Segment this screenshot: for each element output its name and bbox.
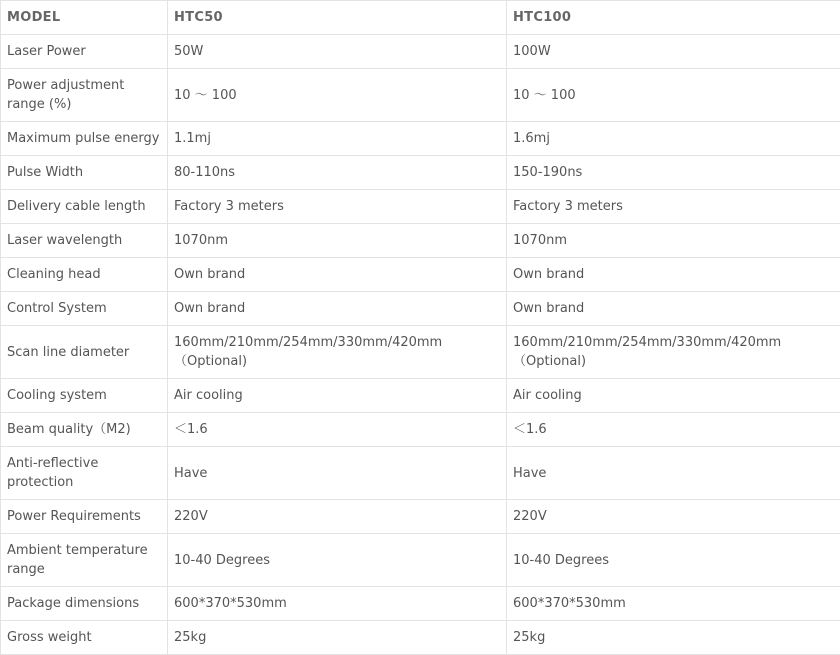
htc50-value: 1.1mj: [168, 122, 507, 156]
htc100-value: 10 ～ 100: [507, 69, 840, 122]
htc100-value: 220V: [507, 500, 840, 534]
row-label: Maximum pulse energy: [1, 122, 168, 156]
htc50-value: 160mm/210mm/254mm/330mm/420mm （Optional): [168, 326, 507, 379]
htc50-value: Have: [168, 447, 507, 500]
table-row: [1, 447, 840, 500]
row-label: Power Requirements: [1, 500, 168, 534]
header-htc100: HTC100: [507, 1, 840, 35]
htc100-value: 1.6mj: [507, 122, 840, 156]
htc50-value: 50W: [168, 35, 507, 69]
htc100-value: 10-40 Degrees: [507, 534, 840, 587]
header-htc50: HTC50: [168, 1, 507, 35]
htc50-value: Factory 3 meters: [168, 190, 507, 224]
htc50-value: 10-40 Degrees: [168, 534, 507, 587]
htc100-value: Factory 3 meters: [507, 190, 840, 224]
htc50-value: 25kg: [168, 621, 507, 655]
row-label: Pulse Width: [1, 156, 168, 190]
table-row: [1, 190, 840, 224]
table-row: [1, 379, 840, 413]
table-row: [1, 224, 840, 258]
table-row: [1, 587, 840, 621]
table-row: [1, 35, 840, 69]
table-row: [1, 621, 840, 655]
row-label: Package dimensions: [1, 587, 168, 621]
htc50-value: 80-110ns: [168, 156, 507, 190]
htc50-value: Air cooling: [168, 379, 507, 413]
htc50-value: 220V: [168, 500, 507, 534]
table-row: [1, 292, 840, 326]
table-row: [1, 326, 840, 379]
row-label: Power adjustment range (%): [1, 69, 168, 122]
table-row: [1, 413, 840, 447]
htc50-value: ＜1.6: [168, 413, 507, 447]
row-label: Control System: [1, 292, 168, 326]
htc100-value: Have: [507, 447, 840, 500]
table-row: [1, 500, 840, 534]
row-label: Laser Power: [1, 35, 168, 69]
htc100-value: 150-190ns: [507, 156, 840, 190]
table-row: [1, 69, 840, 122]
htc100-value: Air cooling: [507, 379, 840, 413]
htc50-value: Own brand: [168, 292, 507, 326]
htc100-value: 160mm/210mm/254mm/330mm/420mm （Optional): [507, 326, 840, 379]
row-label: Cleaning head: [1, 258, 168, 292]
row-label: Laser wavelength: [1, 224, 168, 258]
table-row: [1, 156, 840, 190]
htc50-value: 1070nm: [168, 224, 507, 258]
table-header-row: [1, 1, 840, 35]
row-label: Delivery cable length: [1, 190, 168, 224]
row-label: Cooling system: [1, 379, 168, 413]
table-row: [1, 258, 840, 292]
htc100-value: 100W: [507, 35, 840, 69]
row-label: Anti-reflective protection: [1, 447, 168, 500]
htc50-value: Own brand: [168, 258, 507, 292]
row-label: Gross weight: [1, 621, 168, 655]
htc100-value: 600*370*530mm: [507, 587, 840, 621]
htc50-value: 600*370*530mm: [168, 587, 507, 621]
table-row: [1, 534, 840, 587]
row-label: Ambient temperature range: [1, 534, 168, 587]
htc100-value: Own brand: [507, 292, 840, 326]
table-row: [1, 122, 840, 156]
row-label: Scan line diameter: [1, 326, 168, 379]
htc100-value: Own brand: [507, 258, 840, 292]
htc50-value: 10 ～ 100: [168, 69, 507, 122]
htc100-value: ＜1.6: [507, 413, 840, 447]
htc100-value: 25kg: [507, 621, 840, 655]
header-model: MODEL: [1, 1, 168, 35]
htc100-value: 1070nm: [507, 224, 840, 258]
row-label: Beam quality（M2): [1, 413, 168, 447]
